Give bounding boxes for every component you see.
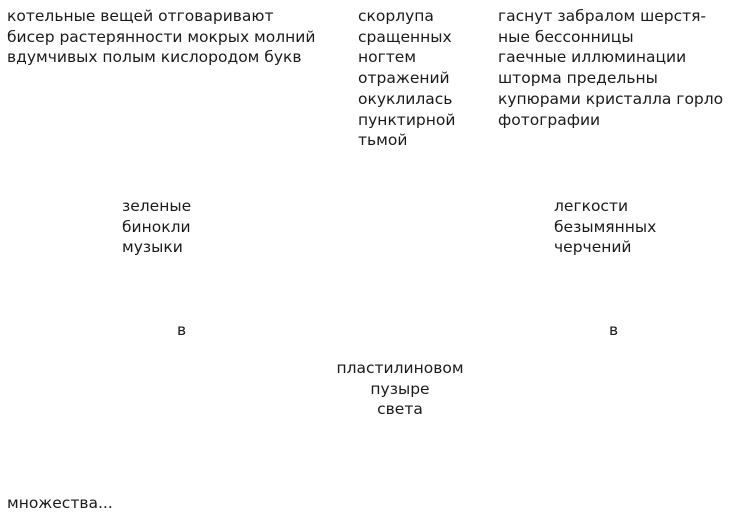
text-line: бинокли bbox=[122, 217, 191, 236]
text-line: бисер растерянности мокрых молний bbox=[7, 27, 316, 46]
text-line: фотографии bbox=[498, 110, 601, 129]
text-line: окуклилась bbox=[358, 89, 453, 108]
text-line: шторма предельны bbox=[498, 69, 658, 88]
text-line: безымянных bbox=[554, 217, 657, 236]
text-line: ногтем bbox=[358, 48, 417, 67]
text-line: света bbox=[377, 400, 423, 419]
text-line: скорлупа bbox=[358, 7, 434, 25]
stanza-top-middle bbox=[358, 6, 455, 151]
text-line: музыки bbox=[122, 238, 183, 257]
text-line: котельные вещей отговаривают bbox=[7, 7, 274, 25]
text-line: пузыре bbox=[370, 379, 430, 398]
text-line: вдумчивых полым кислородом букв bbox=[7, 48, 302, 67]
text-line: гаечные иллюминации bbox=[498, 48, 687, 67]
stanza-top-left bbox=[7, 6, 315, 68]
text-line: отражений bbox=[358, 69, 450, 88]
text-line: черчений bbox=[554, 238, 632, 257]
text-line: пластилиновом bbox=[336, 359, 464, 377]
text-line: купюрами кристалла горло bbox=[498, 89, 724, 108]
text-line: пунктирной bbox=[358, 110, 456, 129]
text-line: тьмой bbox=[358, 131, 408, 150]
preposition-left: в bbox=[177, 321, 187, 339]
text-line: зеленые bbox=[122, 197, 192, 215]
text-line: гаснут забралом шерстя- bbox=[498, 7, 707, 25]
closing-line: множества... bbox=[7, 494, 113, 512]
text-line: ные бессонницы bbox=[498, 27, 634, 46]
text-line: сращенных bbox=[358, 27, 452, 46]
text-line: легкости bbox=[554, 197, 629, 215]
stanza-middle-left bbox=[122, 196, 191, 258]
stanza-center bbox=[320, 358, 480, 420]
stanza-top-right bbox=[498, 6, 723, 130]
preposition-right: в bbox=[609, 321, 619, 339]
stanza-middle-right bbox=[554, 196, 656, 258]
